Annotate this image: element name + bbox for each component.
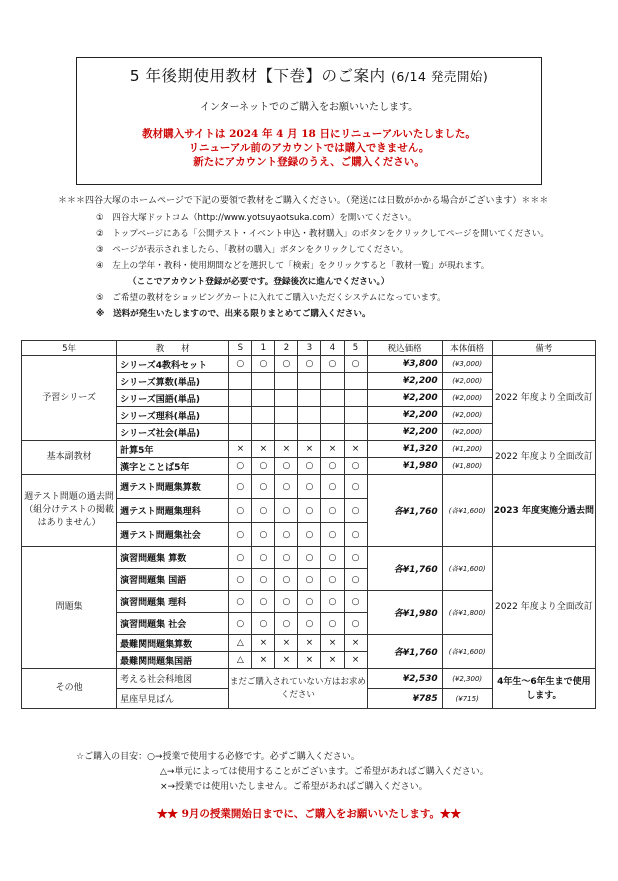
usage-mark	[275, 373, 298, 390]
step-3: ③ ページが表示されましたら、「教材の購入」ボタンをクリックしてください。	[96, 245, 409, 255]
material-name: 最難関問題集算数	[117, 635, 229, 652]
usage-mark: ○	[275, 475, 298, 499]
usage-mark: ○	[275, 569, 298, 591]
usage-mark: ○	[252, 499, 275, 523]
usage-mark	[321, 373, 344, 390]
usage-mark	[298, 424, 321, 441]
category-cell: 基本副教材	[22, 441, 117, 475]
usage-mark: ×	[298, 441, 321, 458]
usage-mark: ○	[321, 613, 344, 635]
step-4: ④ 左上の学年・教科・使用期間などを選択して「検索」をクリックすると「教材一覧」が現れます。	[96, 261, 490, 271]
column-header: 5	[344, 341, 367, 356]
tax-included-price: ¥2,200	[367, 424, 442, 441]
usage-mark	[344, 424, 367, 441]
table-row	[22, 475, 596, 499]
usage-mark: ○	[344, 356, 367, 373]
subtitle: インターネットでのご購入をお願いいたします。	[199, 102, 419, 113]
column-header: S	[229, 341, 252, 356]
tax-included-price: 各¥1,760	[367, 547, 442, 591]
base-price: (¥2,300)	[442, 669, 492, 689]
usage-mark: ○	[344, 499, 367, 523]
usage-mark: ○	[321, 499, 344, 523]
usage-mark: ○	[252, 613, 275, 635]
column-header: 本体価格	[442, 341, 492, 356]
purchase-suggestion: まだご購入されていない方はお求めください	[229, 669, 367, 709]
usage-mark: ○	[344, 475, 367, 499]
usage-mark: ○	[298, 475, 321, 499]
usage-mark: ○	[229, 569, 252, 591]
material-name: シリーズ4教科セット	[117, 356, 229, 373]
usage-mark	[229, 407, 252, 424]
usage-mark: ○	[321, 475, 344, 499]
usage-mark	[252, 373, 275, 390]
shipping-note: ※ 送料が発生いたしますので、出来る限りまとめてご購入ください。	[96, 309, 371, 319]
step-2: ② トップページにある「公開テスト・イベント申込・教材購入」のボタンをクリックしてページを開いてください。	[96, 229, 549, 239]
usage-mark	[298, 373, 321, 390]
notice-line: 教材購入サイトは 2024 年 4 月 18 日にリニューアルいたしました。	[142, 128, 476, 140]
base-price: (¥1,200)	[442, 441, 492, 458]
usage-mark: △	[229, 652, 252, 669]
usage-mark: ×	[275, 652, 298, 669]
material-name: 星座早見ばん	[117, 689, 229, 709]
base-price: (¥3,000)	[442, 356, 492, 373]
legend-line: ☆ご購入の目安：○→授業で使用する必修です。必ずご購入ください。	[76, 752, 360, 762]
usage-mark: ○	[298, 458, 321, 475]
step-1[interactable]: ① 四谷大塚ドットコム（http://www.yotsuyaotsuka.com）を開いてください。	[96, 213, 417, 223]
usage-mark	[321, 424, 344, 441]
remarks-cell: 4年生～6年生まで使用します。	[492, 669, 595, 709]
purchase-steps	[96, 210, 549, 322]
column-header: 5年	[22, 341, 117, 356]
usage-mark: ○	[275, 523, 298, 547]
usage-mark: ○	[275, 356, 298, 373]
step-4-note: （ここでアカウント登録が必要です。登録後次に進んでください。）	[128, 277, 390, 287]
usage-mark	[229, 424, 252, 441]
legend-line: △→単元によっては使用することがございます。ご希望があればご購入ください。	[160, 767, 489, 777]
material-name: 演習問題集 社会	[117, 613, 229, 635]
usage-mark: ○	[252, 475, 275, 499]
usage-mark: ○	[298, 591, 321, 613]
renewal-notice	[77, 127, 541, 169]
title-text: 5 年後期使用教材【下巻】のご案内	[129, 67, 386, 85]
usage-mark	[252, 390, 275, 407]
column-header: 1	[252, 341, 275, 356]
base-price: (各¥1,600)	[442, 547, 492, 591]
usage-mark: ○	[344, 523, 367, 547]
column-header: 税込価格	[367, 341, 442, 356]
tax-included-price: ¥2,200	[367, 407, 442, 424]
usage-mark	[275, 407, 298, 424]
usage-mark: ○	[229, 591, 252, 613]
usage-mark: ○	[321, 547, 344, 569]
usage-mark	[275, 390, 298, 407]
usage-mark: ×	[298, 652, 321, 669]
usage-mark: ○	[229, 356, 252, 373]
usage-mark: ○	[321, 356, 344, 373]
usage-mark: ×	[252, 441, 275, 458]
material-name: 演習問題集 算数	[117, 547, 229, 569]
base-price: (各¥1,600)	[442, 475, 492, 547]
materials-table	[21, 340, 596, 709]
tax-included-price: ¥2,200	[367, 373, 442, 390]
usage-mark: ○	[229, 547, 252, 569]
remarks-cell: 2022 年度より全面改訂	[492, 441, 595, 475]
usage-mark: ○	[229, 475, 252, 499]
usage-mark: ○	[298, 356, 321, 373]
material-name: シリーズ国語(単品)	[117, 390, 229, 407]
material-name: 漢字とことば5年	[117, 458, 229, 475]
page-title	[77, 64, 541, 86]
usage-mark: ○	[275, 547, 298, 569]
material-name: シリーズ社会(単品)	[117, 424, 229, 441]
usage-mark: ○	[321, 458, 344, 475]
usage-mark: △	[229, 635, 252, 652]
usage-mark	[298, 390, 321, 407]
announcement-box	[76, 57, 542, 185]
tax-included-price: ¥1,980	[367, 458, 442, 475]
release-date: (6/14 発売開始)	[390, 69, 489, 84]
base-price: (¥2,000)	[442, 390, 492, 407]
material-name: 最難関問題集国語	[117, 652, 229, 669]
usage-mark: ○	[252, 591, 275, 613]
base-price: (¥2,000)	[442, 373, 492, 390]
usage-mark	[344, 407, 367, 424]
usage-mark: ○	[298, 613, 321, 635]
usage-mark: ○	[275, 613, 298, 635]
usage-mark: ○	[229, 613, 252, 635]
usage-mark	[252, 407, 275, 424]
material-name: シリーズ理科(単品)	[117, 407, 229, 424]
purchase-legend	[76, 750, 489, 795]
table-header-row	[22, 341, 596, 356]
usage-mark: ×	[344, 441, 367, 458]
usage-mark	[321, 390, 344, 407]
usage-mark: ○	[229, 523, 252, 547]
tax-included-price: ¥785	[367, 689, 442, 709]
material-name: 演習問題集 理科	[117, 591, 229, 613]
usage-mark	[298, 407, 321, 424]
category-cell: その他	[22, 669, 117, 709]
usage-mark: ×	[321, 441, 344, 458]
base-price: (各¥1,800)	[442, 591, 492, 635]
usage-mark: ○	[298, 569, 321, 591]
usage-mark: ○	[298, 547, 321, 569]
usage-mark: ×	[275, 441, 298, 458]
base-price: (¥715)	[442, 689, 492, 709]
material-name: 考える社会科地図	[117, 669, 229, 689]
usage-mark: ×	[298, 635, 321, 652]
usage-mark: ○	[252, 356, 275, 373]
usage-mark: ○	[252, 547, 275, 569]
usage-mark: ○	[252, 523, 275, 547]
column-header: 備考	[492, 341, 595, 356]
material-name: 週テスト問題集理科	[117, 499, 229, 523]
usage-mark: ×	[321, 635, 344, 652]
usage-mark: ×	[344, 635, 367, 652]
usage-mark: ○	[344, 613, 367, 635]
usage-mark: ○	[344, 547, 367, 569]
notice-line: リニューアル前のアカウントでは購入できません。	[188, 142, 430, 154]
usage-mark: ○	[275, 591, 298, 613]
purchase-intro: ＊＊＊四谷大塚のホームページで下記の要領で教材をご購入ください。（発送には日数がかかる場合がございます）＊＊＊	[58, 196, 549, 206]
usage-mark: ○	[252, 458, 275, 475]
base-price: (各¥1,600)	[442, 635, 492, 669]
table-row	[22, 441, 596, 458]
category-cell: 予習シリーズ	[22, 356, 117, 441]
remarks-cell: 2022 年度より全面改訂	[492, 547, 595, 669]
usage-mark: ×	[275, 635, 298, 652]
base-price: (¥1,800)	[442, 458, 492, 475]
table-row	[22, 547, 596, 569]
usage-mark: ○	[275, 458, 298, 475]
usage-mark	[229, 373, 252, 390]
material-name: 計算5年	[117, 441, 229, 458]
category-cell: 問題集	[22, 547, 117, 669]
column-header: 4	[321, 341, 344, 356]
usage-mark: ×	[321, 652, 344, 669]
usage-mark: ○	[275, 499, 298, 523]
table-row	[22, 669, 596, 689]
column-header: 教 材	[117, 341, 229, 356]
legend-line: ×→授業では使用いたしません。ご希望があればご購入ください。	[160, 782, 428, 792]
tax-included-price: ¥2,530	[367, 669, 442, 689]
usage-mark: ○	[344, 569, 367, 591]
usage-mark: ○	[321, 591, 344, 613]
usage-mark: ○	[252, 569, 275, 591]
usage-mark	[344, 390, 367, 407]
tax-included-price: ¥2,200	[367, 390, 442, 407]
remarks-cell: 2022 年度より全面改訂	[492, 356, 595, 441]
usage-mark	[321, 407, 344, 424]
usage-mark: ○	[229, 458, 252, 475]
remarks-cell: 2023 年度実施分過去問	[492, 475, 595, 547]
material-name: 週テスト問題集算数	[117, 475, 229, 499]
category-cell: 週テスト問題の過去問（組分けテストの掲載はありません）	[22, 475, 117, 547]
usage-mark: ○	[344, 458, 367, 475]
column-header: 2	[275, 341, 298, 356]
table-row	[22, 356, 596, 373]
material-name: シリーズ算数(単品)	[117, 373, 229, 390]
tax-included-price: ¥1,320	[367, 441, 442, 458]
usage-mark: ○	[229, 499, 252, 523]
usage-mark: ○	[321, 523, 344, 547]
usage-mark: ○	[321, 569, 344, 591]
column-header: 3	[298, 341, 321, 356]
usage-mark	[344, 373, 367, 390]
base-price: (¥2,000)	[442, 407, 492, 424]
notice-line: 新たにアカウント登録のうえ、ご購入ください。	[193, 156, 425, 168]
usage-mark	[229, 390, 252, 407]
step-5: ⑤ ご希望の教材をショッピングカートに入れてご購入いただくシステムになっています。	[96, 293, 446, 303]
usage-mark: ×	[252, 652, 275, 669]
tax-included-price: 各¥1,760	[367, 475, 442, 547]
tax-included-price: ¥3,800	[367, 356, 442, 373]
usage-mark	[252, 424, 275, 441]
usage-mark: ×	[344, 652, 367, 669]
usage-mark: ○	[298, 499, 321, 523]
usage-mark: ×	[252, 635, 275, 652]
tax-included-price: 各¥1,980	[367, 591, 442, 635]
usage-mark: ○	[298, 523, 321, 547]
deadline-notice: ★★ 9月の授業開始日までに、ご購入をお願いいたします。★★	[156, 808, 462, 820]
usage-mark	[275, 424, 298, 441]
base-price: (¥2,000)	[442, 424, 492, 441]
usage-mark: ×	[229, 441, 252, 458]
material-name: 週テスト問題集社会	[117, 523, 229, 547]
tax-included-price: 各¥1,760	[367, 635, 442, 669]
usage-mark: ○	[344, 591, 367, 613]
material-name: 演習問題集 国語	[117, 569, 229, 591]
